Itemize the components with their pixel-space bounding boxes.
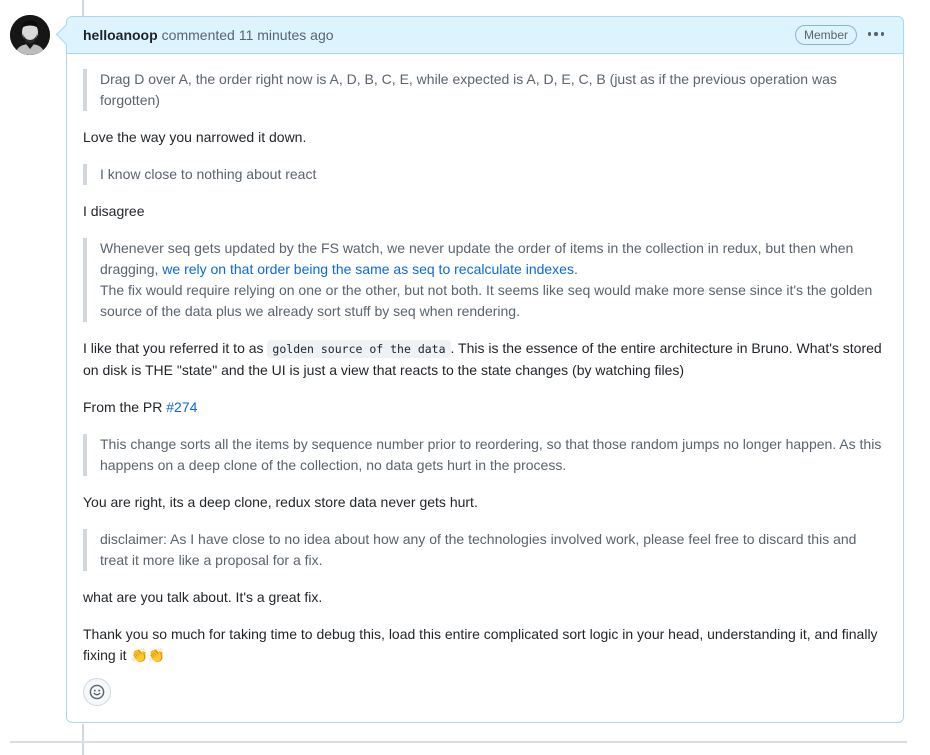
timeline-divider xyxy=(10,741,907,743)
paragraph-text: . This is the essence of the entire architecture in Bruno. What's stored on disk is THE "state" and the UI is just a view that reacts to the state changes (by watching files) xyxy=(83,340,882,378)
paragraph: Love the way you narrowed it down. xyxy=(83,129,307,145)
quote-text: disclaimer: As I have close to no idea about how any of the technologies involved work, please feel free to discard this and treat it more like a proposal for a fix. xyxy=(100,531,857,568)
inline-code: golden source of the data xyxy=(267,340,450,358)
comment-card xyxy=(66,16,904,723)
paragraph: You are right, its a deep clone, redux store data never gets hurt. xyxy=(83,494,478,510)
paragraph xyxy=(83,624,887,666)
smiley-icon xyxy=(89,684,105,700)
code-reference-link[interactable]: we rely on that order being the same as seq to recalculate indexes xyxy=(162,261,574,277)
blockquote xyxy=(83,164,887,185)
author-avatar[interactable] xyxy=(10,15,50,55)
paragraph-text: From the PR xyxy=(83,399,167,415)
comment-author[interactable]: helloanoop xyxy=(83,27,158,43)
quote-text: This change sorts all the items by sequence number prior to reordering, so that those random jumps no longer happen. As this happens on a deep clone of the collection, no data gets hurt in the process. xyxy=(100,436,882,473)
quote-text: Drag D over A, the order right now is A, D, B, C, E, while expected is A, D, E, C, B (just as if the previous operation was forgotten) xyxy=(100,71,837,108)
timeline-connector-bottom xyxy=(82,724,84,755)
comment-body xyxy=(67,54,903,666)
comment-timestamp[interactable]: 11 minutes ago xyxy=(238,27,334,43)
paragraph-text: Thank you so much for taking time to debug this, load this entire complicated sort logic in your head, understanding it, and finally fixing it xyxy=(83,626,878,663)
quote-text: . xyxy=(573,261,578,277)
paragraph-text: I like that you referred it to as xyxy=(83,340,268,356)
blockquote xyxy=(83,529,887,571)
comment-header xyxy=(67,17,903,54)
paragraph xyxy=(83,338,887,381)
avatar-image xyxy=(10,15,50,55)
blockquote xyxy=(83,69,887,111)
blockquote xyxy=(83,238,887,322)
clapping-hands-icon: 👏👏 xyxy=(130,647,166,663)
timeline-connector-top xyxy=(82,0,84,16)
comment-verb: commented xyxy=(161,27,235,43)
quote-text: Whenever seq gets updated by the FS watch, we never update the order of items in the collection in redux, but then when dragging, xyxy=(100,240,854,277)
quote-text: The fix would require relying on one or the other, but not both. It seems like seq would make more sense since it's the golden source of the data plus we already sort stuff by seq when rendering. xyxy=(100,282,873,319)
add-reaction-button[interactable] xyxy=(83,678,111,706)
paragraph: I disagree xyxy=(83,203,145,219)
pr-link[interactable]: #274 xyxy=(166,399,198,415)
paragraph xyxy=(83,397,887,418)
paragraph: what are you talk about. It's a great fix. xyxy=(83,589,323,605)
role-badge: Member xyxy=(795,25,857,45)
kebab-horizontal-icon[interactable] xyxy=(865,24,887,44)
quote-text: I know close to nothing about react xyxy=(100,166,317,182)
blockquote xyxy=(83,434,887,476)
